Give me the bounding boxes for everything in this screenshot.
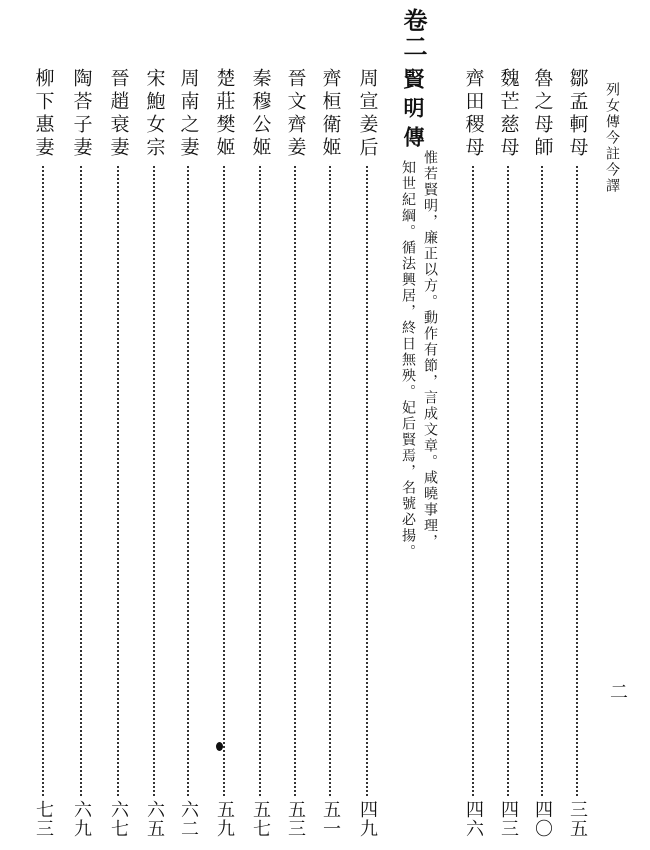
toc-entry-page: 五一 (320, 800, 341, 838)
toc-entry-title: 周南之妻 (177, 68, 200, 160)
toc-entry-title: 柳下惠妻 (32, 68, 55, 160)
toc-entry-page: 四三 (498, 800, 519, 838)
toc-entry-page: 六七 (108, 800, 129, 838)
toc-entry-page: 五七 (250, 800, 271, 838)
toc-entry[interactable] (209, 68, 239, 838)
toc-entry-title: 鄒孟軻母 (566, 68, 589, 160)
page-number: 二 (607, 682, 628, 700)
toc-entry[interactable] (66, 68, 96, 838)
toc-entry[interactable] (173, 68, 203, 838)
chapter-heading: 卷二 (399, 8, 428, 60)
leader-dots (294, 166, 296, 796)
toc-entry-title: 宋鮑女宗 (143, 68, 166, 160)
leader-dots (576, 166, 578, 796)
toc-entry-page: 三五 (567, 800, 588, 838)
toc-entry-page: 七三 (33, 800, 54, 838)
leader-dots (153, 166, 155, 796)
toc-entry-page: 四〇 (532, 800, 553, 838)
toc-entry[interactable] (280, 68, 310, 838)
toc-entry-page: 六二 (178, 800, 199, 838)
leader-dots (259, 166, 261, 796)
leader-dots (187, 166, 189, 796)
leader-dots (366, 166, 368, 796)
section-title: 賢明傳 (401, 68, 426, 155)
toc-entry-title: 楚莊樊姬 (213, 68, 236, 160)
toc-entry-title: 晉文齊姜 (284, 68, 307, 160)
toc-entry-title: 魏芒慈母 (497, 68, 520, 160)
toc-entry-title: 齊桓衛姬 (319, 68, 342, 160)
verse-line: 惟若賢明，廉正以方。動作有節，言成文章。咸曉事理， (422, 150, 438, 550)
toc-entry-page: 五九 (214, 800, 235, 838)
toc-entry[interactable] (245, 68, 275, 838)
leader-dots (329, 166, 331, 796)
ink-spot (216, 742, 223, 751)
running-header: 列女傳今註今譯 (604, 82, 620, 194)
leader-dots (117, 166, 119, 796)
toc-entry[interactable] (527, 68, 557, 838)
toc-entry[interactable] (493, 68, 523, 838)
toc-entry-title: 魯之母師 (531, 68, 554, 160)
verse-line: 知世紀綱。循法興居，終日無殃。妃后賢焉，名號必揚。 (400, 160, 416, 560)
leader-dots (507, 166, 509, 796)
toc-entry-page: 六九 (71, 800, 92, 838)
toc-entry[interactable] (315, 68, 345, 838)
toc-entry[interactable] (139, 68, 169, 838)
toc-entry[interactable] (28, 68, 58, 838)
toc-entry[interactable] (458, 68, 488, 838)
toc-entry-title: 陶荅子妻 (70, 68, 93, 160)
toc-entry-page: 四九 (357, 800, 378, 838)
toc-entry-page: 五三 (285, 800, 306, 838)
toc-entry-title: 周宣姜后 (356, 68, 379, 160)
leader-dots (42, 166, 44, 796)
toc-entry-page: 四六 (463, 800, 484, 838)
toc-entry[interactable] (103, 68, 133, 838)
toc-entry[interactable] (562, 68, 592, 838)
toc-entry[interactable] (352, 68, 382, 838)
toc-entry-page: 六五 (144, 800, 165, 838)
leader-dots (80, 166, 82, 796)
toc-entry-title: 齊田稷母 (462, 68, 485, 160)
toc-entry-title: 秦穆公姬 (249, 68, 272, 160)
leader-dots (223, 166, 225, 796)
toc-entry-title: 晉趙衰妻 (107, 68, 130, 160)
leader-dots (541, 166, 543, 796)
leader-dots (472, 166, 474, 796)
